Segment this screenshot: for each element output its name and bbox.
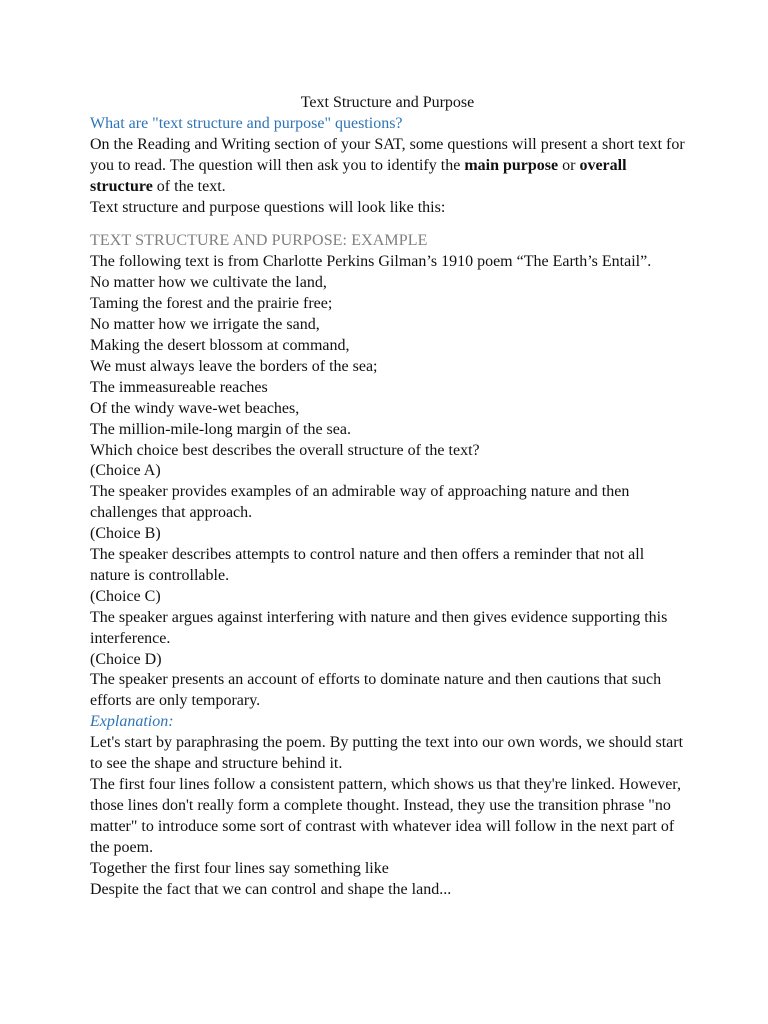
choice-text: The speaker provides examples of an admirable way of approaching nature and then challenges that approach. (90, 483, 630, 522)
look-like-paragraph: Text structure and purpose questions will look like this: (90, 198, 446, 216)
explanation-paragraph-3: Together the first four lines say something like (90, 859, 389, 877)
poem-line: Taming the forest and the prairie free; (90, 295, 333, 313)
explanation-paragraph-2: The first four lines follow a consistent pattern, which shows us that they're linked. However, those lines don't really form a complete thought. Instead, they use the transition phrase "no matter" to introduce some sort of contrast with whatever idea will follow in the next part of the poem. (90, 776, 681, 856)
choice-a (90, 461, 685, 524)
choice-b (90, 524, 685, 587)
intro-heading: What are "text structure and purpose" questions? (90, 114, 403, 132)
choice-label: (Choice C) (90, 587, 161, 605)
poem-line: Making the desert blossom at command, (90, 336, 350, 354)
poem-line: No matter how we cultivate the land, (90, 274, 327, 292)
main-purpose-text: main purpose (464, 156, 559, 174)
choice-label: (Choice B) (90, 525, 161, 543)
example-source: The following text is from Charlotte Perkins Gilman’s 1910 poem “The Earth’s Entail”. (90, 253, 652, 271)
example-heading: TEXT STRUCTURE AND PURPOSE: EXAMPLE (90, 232, 428, 250)
intro-paragraph (90, 135, 685, 198)
poem-line: Of the windy wave-wet beaches, (90, 399, 300, 417)
choice-label: (Choice A) (90, 462, 161, 480)
explanation-heading: Explanation: (90, 713, 174, 731)
choice-text: The speaker describes attempts to control nature and then offers a reminder that not all nature is controllable. (90, 546, 645, 584)
intro-text-start: On the Reading and Writing section of your SAT, some questions will present a short text for you to read. The question will then ask you to identify the (90, 135, 685, 174)
choice-label: (Choice D) (90, 650, 162, 668)
poem-line: We must always leave the borders of the sea; (90, 357, 378, 375)
poem-line: The immeasureable reaches (90, 378, 268, 396)
explanation-paragraph-1: Let's start by paraphrasing the poem. By putting the text into our own words, we should start to see the shape and structure behind it. (90, 734, 684, 773)
choice-d (90, 650, 685, 713)
poem-line: The million-mile-long margin of the sea. (90, 420, 351, 438)
or-text: or (558, 156, 580, 174)
question-text: Which choice best describes the overall structure of the text? (90, 441, 480, 459)
overall-structure-text: overall structure (90, 156, 627, 195)
document-page (90, 93, 685, 900)
paraphrase-bold-line: Despite the fact that we can control and shape the land... (90, 880, 452, 898)
choice-text: The speaker argues against interfering with nature and then gives evidence supporting this interference. (90, 608, 668, 647)
poem (90, 273, 685, 440)
choice-text: The speaker presents an account of efforts to dominate nature and then cautions that such efforts are only temporary. (90, 671, 662, 710)
choice-c (90, 587, 685, 650)
intro-text-end: of the text. (152, 177, 226, 195)
page-title: Text Structure and Purpose (300, 94, 475, 111)
poem-line: No matter how we irrigate the sand, (90, 316, 320, 334)
